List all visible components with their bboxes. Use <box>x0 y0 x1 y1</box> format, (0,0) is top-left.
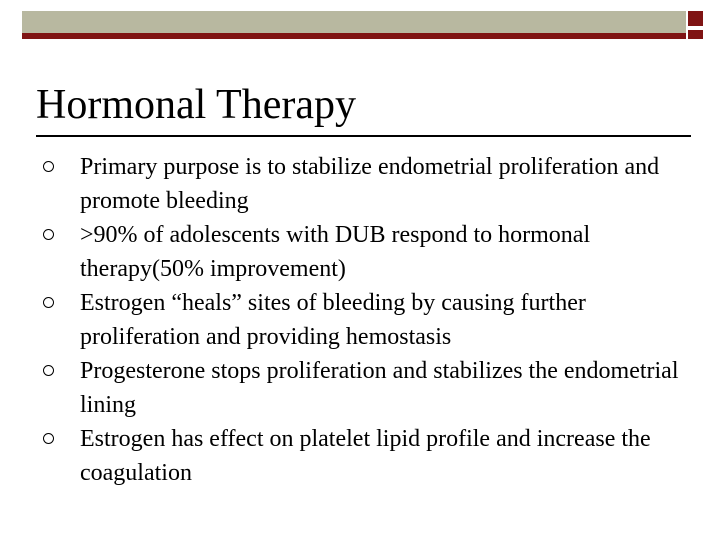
header-stripe <box>22 33 686 39</box>
bullet-text: >90% of adolescents with DUB respond to hormonal therapy(50% improvement) <box>80 222 591 282</box>
circle-bullet-icon <box>43 365 54 376</box>
slide-title: Hormonal Therapy <box>36 82 356 128</box>
circle-bullet-icon <box>43 229 54 240</box>
title-divider <box>36 135 691 137</box>
header-bar <box>22 11 686 33</box>
bullet-text: Estrogen has effect on platelet lipid profile and increase the coagulation <box>80 426 651 486</box>
corner-square-top <box>688 11 703 26</box>
bullet-item <box>0 218 720 286</box>
bullet-item <box>0 286 720 354</box>
circle-bullet-icon <box>43 161 54 172</box>
bullet-item <box>0 150 720 218</box>
corner-square-bottom <box>688 30 703 39</box>
bullet-text: Estrogen “heals” sites of bleeding by causing further proliferation and providing hemostasis <box>80 290 586 350</box>
bullet-text: Primary purpose is to stabilize endometrial proliferation and promote bleeding <box>80 154 660 214</box>
bullet-list <box>0 150 720 490</box>
bullet-item <box>0 354 720 422</box>
bullet-item <box>0 422 720 490</box>
circle-bullet-icon <box>43 297 54 308</box>
circle-bullet-icon <box>43 433 54 444</box>
bullet-text: Progesterone stops proliferation and stabilizes the endometrial lining <box>80 358 679 418</box>
